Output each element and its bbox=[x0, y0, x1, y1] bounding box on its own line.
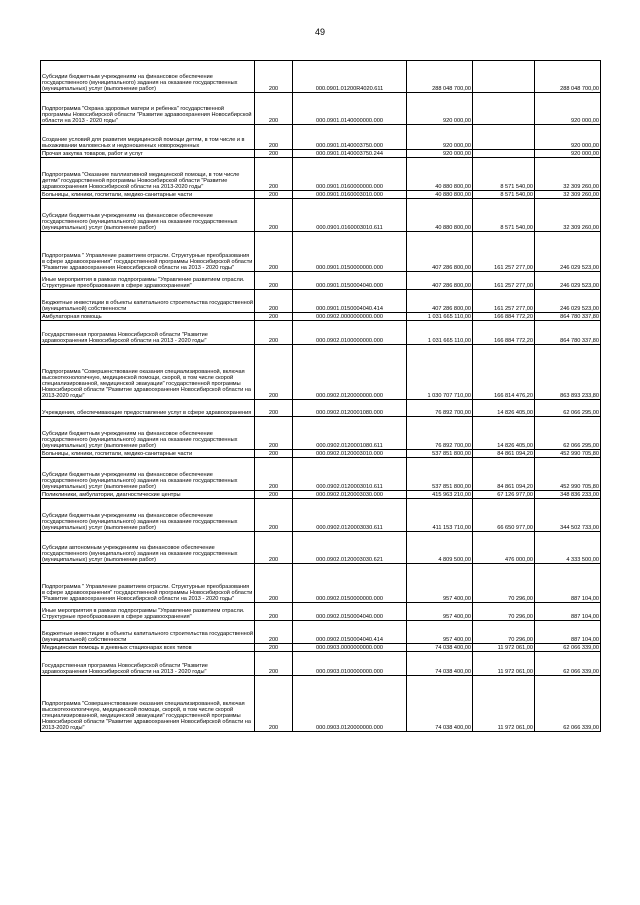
row-amount-remaining: 452 990 705,80 bbox=[535, 458, 601, 491]
row-budget-code: 000.0901.0160003010.611 bbox=[293, 199, 407, 232]
row-amount-approved: 40 880 800,00 bbox=[407, 158, 473, 191]
row-amount-remaining: 344 502 733,00 bbox=[535, 499, 601, 532]
row-budget-code: 000.0902.0150004040.414 bbox=[293, 621, 407, 644]
row-amount-remaining: 864 780 337,80 bbox=[535, 313, 601, 321]
table-row bbox=[41, 491, 601, 499]
row-admin-code: 200 bbox=[255, 125, 293, 150]
budget-table-body bbox=[41, 61, 601, 732]
row-admin-code: 200 bbox=[255, 450, 293, 458]
row-amount-remaining: 32 309 260,00 bbox=[535, 199, 601, 232]
row-amount-approved: 76 892 700,00 bbox=[407, 400, 473, 417]
row-amount-executed: 161 257 277,00 bbox=[473, 290, 535, 313]
row-budget-code: 000.0901.0140003750.244 bbox=[293, 150, 407, 158]
row-amount-executed: 67 126 977,00 bbox=[473, 491, 535, 499]
row-name: Государственная программа Новосибирской области "Развитие здравоохранения Новосибирской области на 2013 - 2020 годы" bbox=[41, 321, 255, 345]
row-budget-code: 000.0903.0100000000.000 bbox=[293, 652, 407, 676]
row-name: Амбулаторная помощь bbox=[41, 313, 255, 321]
row-admin-code: 200 bbox=[255, 652, 293, 676]
row-amount-approved: 40 880 800,00 bbox=[407, 191, 473, 199]
row-budget-code: 000.0902.0120001080.611 bbox=[293, 417, 407, 450]
table-row bbox=[41, 644, 601, 652]
row-amount-approved: 4 809 500,00 bbox=[407, 532, 473, 564]
table-row bbox=[41, 499, 601, 532]
row-amount-approved: 920 000,00 bbox=[407, 125, 473, 150]
table-row bbox=[41, 232, 601, 272]
row-name: Государственная программа Новосибирской области "Развитие здравоохранения Новосибирской области на 2013 - 2020 годы" bbox=[41, 652, 255, 676]
row-amount-approved: 76 892 700,00 bbox=[407, 417, 473, 450]
row-amount-remaining: 62 066 295,00 bbox=[535, 400, 601, 417]
table-row bbox=[41, 321, 601, 345]
row-amount-remaining: 348 836 233,00 bbox=[535, 491, 601, 499]
row-amount-remaining: 246 029 523,00 bbox=[535, 272, 601, 290]
row-budget-code: 000.0902.0120003030.621 bbox=[293, 532, 407, 564]
row-name: Подпрограмма "Охрана здоровья матери и ребенка" государственной программы Новосибирской области "Развитие здравоохранения Новосибирской области на 2013 - 2020 годы" bbox=[41, 93, 255, 125]
row-name: Субсидии бюджетным учреждениям на финансовое обеспечение государственного (муниципального) задания на оказание государственных (муниципальных) услуг (выполнение работ) bbox=[41, 417, 255, 450]
row-admin-code: 200 bbox=[255, 199, 293, 232]
row-budget-code: 000.0901.0160003010.000 bbox=[293, 191, 407, 199]
row-name: Подпрограмма "Оказание паллиативной медицинской помощи, в том числе детям" государственной программы Новосибирской области "Развитие здравоохранения Новосибирской области на 2013-2020 годы" bbox=[41, 158, 255, 191]
row-name: Иные мероприятия в рамках подпрограммы "Управление развитием отрасли. Структурные преобразования в сфере здравоохранения" bbox=[41, 603, 255, 621]
table-row bbox=[41, 676, 601, 732]
row-amount-remaining: 887 104,00 bbox=[535, 564, 601, 603]
row-amount-approved: 288 048 700,00 bbox=[407, 61, 473, 93]
row-amount-remaining: 246 029 523,00 bbox=[535, 232, 601, 272]
row-budget-code: 000.0901.0150004040.000 bbox=[293, 272, 407, 290]
row-name: Больницы, клиники, госпитали, медико-санитарные части bbox=[41, 450, 255, 458]
row-budget-code: 000.0902.0000000000.000 bbox=[293, 313, 407, 321]
row-amount-executed: 8 571 540,00 bbox=[473, 199, 535, 232]
row-amount-approved: 1 031 665 110,00 bbox=[407, 321, 473, 345]
row-admin-code: 200 bbox=[255, 158, 293, 191]
row-amount-executed: 84 861 094,20 bbox=[473, 458, 535, 491]
row-name: Подпрограмма " Управление развитием отрасли. Структурные преобразования в сфере здравоохранения" государственной программы Новосибирской области "Развитие здравоохранения Новосибирской области на 2013 - 2020 годы" bbox=[41, 232, 255, 272]
row-budget-code: 000.0901.01200R4020.611 bbox=[293, 61, 407, 93]
row-budget-code: 000.0901.0150000000.000 bbox=[293, 232, 407, 272]
row-name: Подпрограмма "Совершенствование оказания специализированной, включая высокотехнологичную, медицинской помощи, скорой, в том числе скорой специализированной, медицинской эвакуации" государственной программы Новосибирской области "Развитие здравоохранения Новосибирской области на 2013-2020 годы" bbox=[41, 345, 255, 400]
row-amount-remaining: 920 000,00 bbox=[535, 125, 601, 150]
row-admin-code: 200 bbox=[255, 345, 293, 400]
table-row bbox=[41, 345, 601, 400]
row-amount-executed: 166 884 772,20 bbox=[473, 313, 535, 321]
row-amount-remaining: 887 104,00 bbox=[535, 603, 601, 621]
row-amount-executed bbox=[473, 93, 535, 125]
row-budget-code: 000.0902.0120003030.000 bbox=[293, 491, 407, 499]
row-name: Поликлиники, амбулатории, диагностические центры bbox=[41, 491, 255, 499]
table-row bbox=[41, 652, 601, 676]
row-admin-code: 200 bbox=[255, 491, 293, 499]
row-admin-code: 200 bbox=[255, 191, 293, 199]
table-row bbox=[41, 125, 601, 150]
row-amount-approved: 74 038 400,00 bbox=[407, 652, 473, 676]
row-amount-executed: 70 296,00 bbox=[473, 603, 535, 621]
table-row bbox=[41, 603, 601, 621]
row-admin-code: 200 bbox=[255, 313, 293, 321]
table-row bbox=[41, 150, 601, 158]
row-admin-code: 200 bbox=[255, 532, 293, 564]
row-amount-executed: 14 826 405,00 bbox=[473, 400, 535, 417]
row-amount-executed: 8 571 540,00 bbox=[473, 158, 535, 191]
row-amount-remaining: 452 990 705,80 bbox=[535, 450, 601, 458]
row-amount-remaining: 863 893 233,80 bbox=[535, 345, 601, 400]
row-admin-code: 200 bbox=[255, 644, 293, 652]
row-budget-code: 000.0901.0150004040.414 bbox=[293, 290, 407, 313]
budget-table bbox=[40, 60, 601, 732]
table-row bbox=[41, 450, 601, 458]
row-admin-code: 200 bbox=[255, 621, 293, 644]
row-amount-approved: 537 851 800,00 bbox=[407, 458, 473, 491]
row-admin-code: 200 bbox=[255, 400, 293, 417]
row-budget-code: 000.0902.0120003010.611 bbox=[293, 458, 407, 491]
row-amount-approved: 415 963 210,00 bbox=[407, 491, 473, 499]
row-amount-executed: 70 296,00 bbox=[473, 621, 535, 644]
row-amount-remaining: 62 066 339,00 bbox=[535, 644, 601, 652]
row-budget-code: 000.0902.0150004040.000 bbox=[293, 603, 407, 621]
table-row bbox=[41, 199, 601, 232]
table-row bbox=[41, 621, 601, 644]
row-budget-code: 000.0902.0100000000.000 bbox=[293, 321, 407, 345]
row-amount-remaining: 920 000,00 bbox=[535, 150, 601, 158]
row-name: Иные мероприятия в рамках подпрограммы "Управление развитием отрасли. Структурные преобразования в сфере здравоохранения" bbox=[41, 272, 255, 290]
table-row bbox=[41, 417, 601, 450]
row-amount-approved: 957 400,00 bbox=[407, 621, 473, 644]
row-amount-executed: 476 000,00 bbox=[473, 532, 535, 564]
table-row bbox=[41, 400, 601, 417]
row-name: Бюджетные инвестиции в объекты капитального строительства государственной (муниципальной) собственности bbox=[41, 290, 255, 313]
row-amount-approved: 40 880 800,00 bbox=[407, 199, 473, 232]
row-admin-code: 200 bbox=[255, 458, 293, 491]
table-row bbox=[41, 93, 601, 125]
page-number: 49 bbox=[314, 27, 325, 37]
row-amount-executed: 11 972 061,00 bbox=[473, 652, 535, 676]
row-amount-executed bbox=[473, 61, 535, 93]
row-amount-executed bbox=[473, 150, 535, 158]
row-amount-remaining: 62 066 295,00 bbox=[535, 417, 601, 450]
row-amount-remaining: 4 333 500,00 bbox=[535, 532, 601, 564]
row-admin-code: 200 bbox=[255, 150, 293, 158]
row-budget-code: 000.0902.0120003030.611 bbox=[293, 499, 407, 532]
row-name: Субсидии бюджетным учреждениям на финансовое обеспечение государственного (муниципального) задания на оказание государственных (муниципальных) услуг (выполнение работ) bbox=[41, 458, 255, 491]
table-row bbox=[41, 61, 601, 93]
row-budget-code: 000.0902.0150000000.000 bbox=[293, 564, 407, 603]
row-amount-executed: 66 650 977,00 bbox=[473, 499, 535, 532]
row-admin-code: 200 bbox=[255, 564, 293, 603]
row-name: Создание условий для развития медицинской помощи детям, в том числе и в выхаживании маловесных и недоношенных новорожденных bbox=[41, 125, 255, 150]
row-amount-approved: 957 400,00 bbox=[407, 564, 473, 603]
row-name: Подпрограмма " Управление развитием отрасли. Структурные преобразования в сфере здравоохранения" государственной программы Новосибирской области "Развитие здравоохранения Новосибирской области на 2013 - 2020 годы" bbox=[41, 564, 255, 603]
row-admin-code: 200 bbox=[255, 272, 293, 290]
row-name: Прочая закупка товаров, работ и услуг bbox=[41, 150, 255, 158]
row-name: Бюджетные инвестиции в объекты капитального строительства государственной (муниципальной) собственности bbox=[41, 621, 255, 644]
row-amount-approved: 1 030 707 710,00 bbox=[407, 345, 473, 400]
row-budget-code: 000.0902.0120003010.000 bbox=[293, 450, 407, 458]
row-budget-code: 000.0903.0120000000.000 bbox=[293, 676, 407, 732]
row-name: Субсидии автономным учреждениям на финансовое обеспечение государственного (муниципального) задания на оказание государственных (муниципальных) услуг (выполнение работ) bbox=[41, 532, 255, 564]
row-budget-code: 000.0902.0120001080.000 bbox=[293, 400, 407, 417]
row-admin-code: 200 bbox=[255, 499, 293, 532]
row-amount-approved: 920 000,00 bbox=[407, 93, 473, 125]
row-amount-executed: 84 861 094,20 bbox=[473, 450, 535, 458]
row-amount-executed bbox=[473, 125, 535, 150]
table-row bbox=[41, 532, 601, 564]
table-row bbox=[41, 564, 601, 603]
row-name: Субсидии бюджетным учреждениям на финансовое обеспечение государственного (муниципального) задания на оказание государственных (муниципальных) услуг (выполнение работ) bbox=[41, 499, 255, 532]
row-amount-remaining: 32 309 260,00 bbox=[535, 158, 601, 191]
table-row bbox=[41, 458, 601, 491]
row-admin-code: 200 bbox=[255, 676, 293, 732]
row-amount-remaining: 62 066 339,00 bbox=[535, 676, 601, 732]
row-admin-code: 200 bbox=[255, 321, 293, 345]
row-name: Субсидии бюджетным учреждениям на финансовое обеспечение государственного (муниципального) задания на оказание государственных (муниципальных) услуг (выполнение работ) bbox=[41, 199, 255, 232]
row-amount-remaining: 32 309 260,00 bbox=[535, 191, 601, 199]
row-amount-remaining: 246 029 523,00 bbox=[535, 290, 601, 313]
table-row bbox=[41, 158, 601, 191]
row-amount-executed: 11 972 061,00 bbox=[473, 676, 535, 732]
row-amount-remaining: 62 066 339,00 bbox=[535, 652, 601, 676]
row-amount-approved: 74 038 400,00 bbox=[407, 644, 473, 652]
row-amount-executed: 70 296,00 bbox=[473, 564, 535, 603]
table-row bbox=[41, 272, 601, 290]
table-row bbox=[41, 313, 601, 321]
row-admin-code: 200 bbox=[255, 61, 293, 93]
row-name: Медицинская помощь в дневных стационарах всех типов bbox=[41, 644, 255, 652]
row-amount-approved: 407 286 800,00 bbox=[407, 272, 473, 290]
row-amount-approved: 957 400,00 bbox=[407, 603, 473, 621]
row-name: Подпрограмма "Совершенствование оказания специализированной, включая высокотехнологичную, медицинской помощи, скорой, в том числе скорой специализированной, медицинской эвакуации" государственной программы Новосибирской области "Развитие здравоохранения Новосибирской области на 2013-2020 годы" bbox=[41, 676, 255, 732]
row-amount-remaining: 864 780 337,80 bbox=[535, 321, 601, 345]
row-budget-code: 000.0902.0120000000.000 bbox=[293, 345, 407, 400]
row-amount-executed: 161 257 277,00 bbox=[473, 272, 535, 290]
row-admin-code: 200 bbox=[255, 417, 293, 450]
row-amount-executed: 14 826 405,00 bbox=[473, 417, 535, 450]
row-name: Больницы, клиники, госпитали, медико-санитарные части bbox=[41, 191, 255, 199]
row-admin-code: 200 bbox=[255, 290, 293, 313]
row-admin-code: 200 bbox=[255, 232, 293, 272]
row-budget-code: 000.0903.0000000000.000 bbox=[293, 644, 407, 652]
row-admin-code: 200 bbox=[255, 603, 293, 621]
row-budget-code: 000.0901.0160000000.000 bbox=[293, 158, 407, 191]
row-amount-approved: 537 851 800,00 bbox=[407, 450, 473, 458]
row-amount-remaining: 288 048 700,00 bbox=[535, 61, 601, 93]
row-amount-executed: 166 884 772,20 bbox=[473, 321, 535, 345]
row-amount-remaining: 920 000,00 bbox=[535, 93, 601, 125]
row-amount-executed: 8 571 540,00 bbox=[473, 191, 535, 199]
table-row bbox=[41, 290, 601, 313]
row-amount-approved: 407 286 800,00 bbox=[407, 232, 473, 272]
row-amount-executed: 166 814 476,20 bbox=[473, 345, 535, 400]
table-row bbox=[41, 191, 601, 199]
row-admin-code: 200 bbox=[255, 93, 293, 125]
row-budget-code: 000.0901.0140000000.000 bbox=[293, 93, 407, 125]
row-budget-code: 000.0901.0140003750.000 bbox=[293, 125, 407, 150]
row-amount-approved: 411 153 710,00 bbox=[407, 499, 473, 532]
row-amount-approved: 407 286 800,00 bbox=[407, 290, 473, 313]
row-amount-executed: 11 972 061,00 bbox=[473, 644, 535, 652]
row-amount-approved: 920 000,00 bbox=[407, 150, 473, 158]
row-name: Субсидии бюджетным учреждениям на финансовое обеспечение государственного (муниципального) задания на оказание государственных (муниципальных) услуг (выполнение работ) bbox=[41, 61, 255, 93]
row-amount-approved: 74 038 400,00 bbox=[407, 676, 473, 732]
row-amount-remaining: 887 104,00 bbox=[535, 621, 601, 644]
row-name: Учреждения, обеспечивающие предоставление услуг в сфере здравоохранения bbox=[41, 400, 255, 417]
row-amount-approved: 1 031 665 110,00 bbox=[407, 313, 473, 321]
row-amount-executed: 161 257 277,00 bbox=[473, 232, 535, 272]
